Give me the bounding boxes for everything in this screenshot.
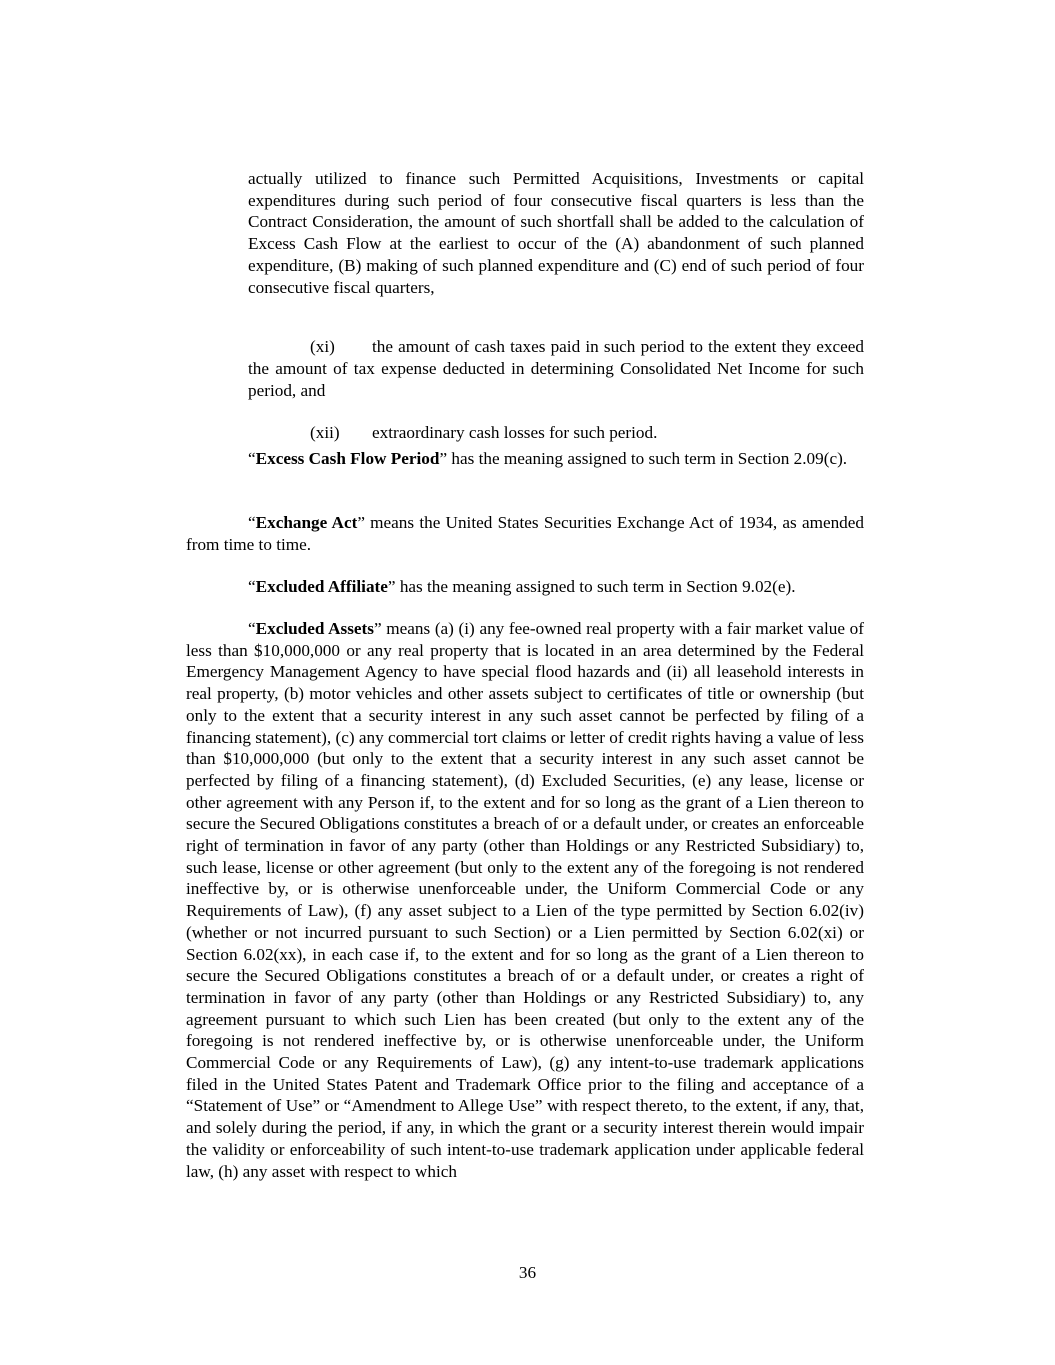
definition-body: means the United States Securities Exchange Act of 1934, as amended from time to time. <box>186 513 864 554</box>
defined-term: Excluded Affiliate <box>255 577 388 596</box>
definition-excess-cash-flow-period <box>186 448 864 470</box>
defined-term: Excess Cash Flow Period <box>255 449 440 468</box>
definition-exchange-act <box>186 512 864 555</box>
list-item-xii <box>248 422 864 444</box>
page-number: 36 <box>518 1263 537 1282</box>
defined-term: Excluded Assets <box>255 619 374 638</box>
list-item-text: the amount of cash taxes paid in such period to the extent they exceed the amount of tax expense deducted in determining Consolidated Net Income for such period, and <box>248 337 864 400</box>
list-item-number: (xii) <box>310 423 340 443</box>
open-quote: “ <box>248 619 256 638</box>
definition-body: has the meaning assigned to such term in Section 2.09(c). <box>447 449 848 468</box>
definition-excluded-assets <box>186 618 864 1182</box>
close-quote: ” <box>357 513 365 532</box>
list-item-text: extraordinary cash losses for such period. <box>372 423 658 443</box>
open-quote: “ <box>248 577 256 596</box>
definition-excluded-affiliate <box>186 576 864 598</box>
close-quote: ” <box>439 449 448 468</box>
list-item-number: (xi) <box>310 337 335 357</box>
list-item-xi <box>248 336 864 401</box>
close-quote: ” <box>373 619 382 638</box>
definition-body: has the meaning assigned to such term in Section 9.02(e). <box>395 577 796 596</box>
open-quote: “ <box>248 513 256 532</box>
defined-term: Exchange Act <box>255 513 358 532</box>
open-quote: “ <box>248 449 256 468</box>
close-quote: ” <box>387 577 396 596</box>
definition-body: means (a) (i) any fee-owned real property with a fair market value of less than $10,000,000 or any real property that is located in an area determined by the Federal Emergency Management Agency to have special flood hazards and (ii) all leasehold interests in real property, (b) motor vehicles and other assets subject to certificates of title or ownership (but only to the extent that a security interest in any such asset cannot be perfected by filing of a financing statement), (c) any commercial tort claims or letter of credit rights having a value of less than $10,000,000 (but only to the extent that a security interest in any such asset cannot be perfected by filing of a financing statement), (d) Excluded Securities, (e) any lease, license or other agreement with any Person if, to the extent and for so long as the grant of a Lien thereon to secure the Secured Obligations constitutes a breach of or a default under, or creates an enforceable right of termination in favor of any party (other than Holdings or any Restricted Subsidiary) to, such lease, license or other agreement (but only to the extent any of the foregoing is not rendered ineffective by, or is otherwise unenforceable under, the Uniform Commercial Code or any Requirements of Law), (f) any asset subject to a Lien of the type permitted by Section 6.02(iv) (whether or not incurred pursuant to such Section) or a Lien permitted by Section 6.02(xi) or Section 6.02(xx), in each case if, to the extent and for so long as the grant of a Lien thereon to secure the Secured Obligations constitutes a breach of or a default under, or creates a right of termination in favor of any party (other than Holdings or any Restricted Subsidiary) to, any agreement pursuant to which such Lien has been created (but only to the extent any of the foregoing is not rendered ineffective by, or is otherwise unenforceable under, the Uniform Commercial Code or any Requirements of Law), (g) any intent-to-use trademark applications filed in the United States Patent and Trademark Office prior to the filing and acceptance of a “Statement of Use” or “Amendment to Allege Use” with respect thereto, to the extent, if any, that, and solely during the period, if any, in which the grant or a security interest therein would impair the validity or enforceability of such intent-to-use trademark application under applicable federal law, (h) any asset with respect to which <box>186 619 864 1181</box>
continuation-paragraph: actually utilized to finance such Permitted Acquisitions, Investments or capital expenditures during such period of four consecutive fiscal quarters is less than the Contract Consideration, the amount of such shortfall shall be added to the calculation of Excess Cash Flow at the earliest to occur of the (A) abandonment of such planned expenditure, (B) making of such planned expenditure and (C) end of such period of four consecutive fiscal quarters, <box>248 169 864 297</box>
